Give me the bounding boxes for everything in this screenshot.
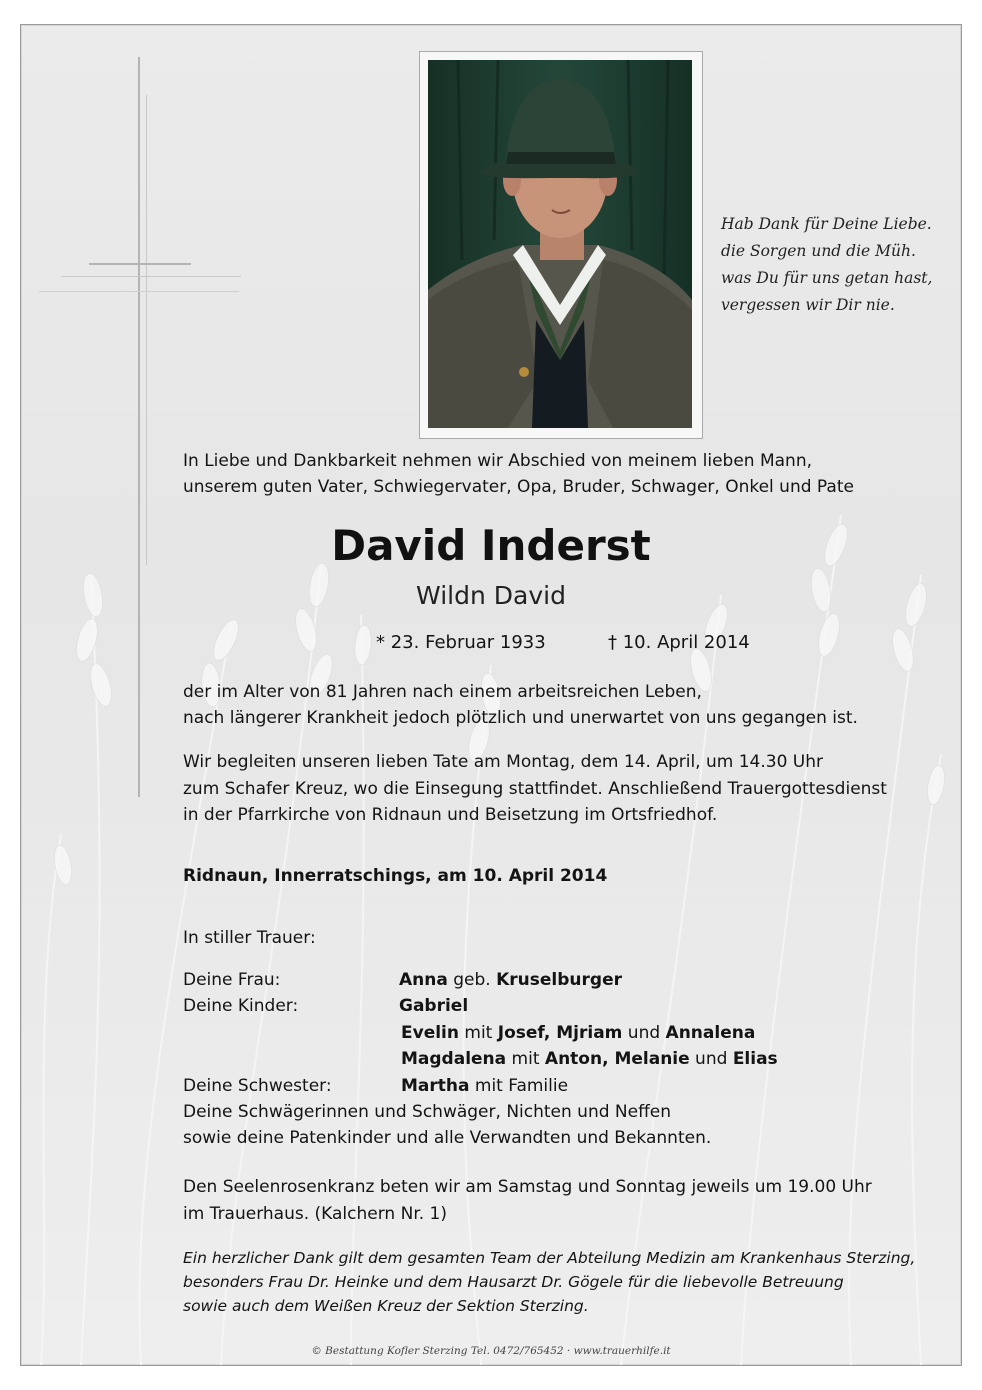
poem-line: was Du für uns getan hast, <box>721 269 933 287</box>
deceased-nickname: Wildn David <box>416 581 566 610</box>
obituary-card <box>20 24 962 1366</box>
portrait-photo <box>428 60 692 428</box>
mourner-child: Magdalena mit Anton, Melanie und Elias <box>401 1049 778 1069</box>
death-date: † 10. April 2014 <box>608 632 750 653</box>
funeral-info-line: Wir begleiten unseren lieben Tate am Montag, dem 14. April, um 14.30 Uhr <box>183 752 824 772</box>
rosary-line: Den Seelenrosenkranz beten wir am Samstag und Sonntag jeweils um 19.00 Uhr <box>183 1177 872 1197</box>
intro-line: unserem guten Vater, Schwiegervater, Opa, Bruder, Schwager, Onkel und Pate <box>183 477 854 497</box>
place-and-date: Ridnaun, Innerratschings, am 10. April 2014 <box>183 866 608 886</box>
thanks-line: besonders Frau Dr. Heinke und dem Hausarzt Dr. Gögele für die liebevolle Betreuung <box>183 1273 844 1291</box>
mourner-child: Gabriel <box>399 996 469 1016</box>
undertaker-footer: © Bestattung Kofler Sterzing Tel. 0472/765452 · www.trauerhilfe.it <box>311 1345 671 1357</box>
mourner-sister: Martha mit Familie <box>401 1076 569 1096</box>
deceased-name: David Inderst <box>331 521 651 570</box>
poem-line: vergessen wir Dir nie. <box>721 296 895 314</box>
paragraph-line: nach längerer Krankheit jedoch plötzlich und unerwartet von uns gegangen ist. <box>183 708 858 728</box>
mourner-label-wife: Deine Frau: <box>183 970 281 990</box>
cross-horizontal-line-faint <box>39 291 239 292</box>
poem-line: Hab Dank für Deine Liebe. <box>721 215 932 233</box>
mourner-child: Evelin mit Josef, Mjriam und Annalena <box>401 1023 756 1043</box>
intro-line: In Liebe und Dankbarkeit nehmen wir Abschied von meinem lieben Mann, <box>183 451 813 471</box>
poem-verse <box>721 211 951 319</box>
cross-vertical-line <box>138 57 140 797</box>
cross-horizontal-line <box>89 263 191 265</box>
poem-line: die Sorgen und die Müh. <box>721 242 916 260</box>
funeral-info-line: zum Schafer Kreuz, wo die Einsegung stattfindet. Anschließend Trauergottesdienst <box>183 779 887 799</box>
thanks-line: sowie auch dem Weißen Kreuz der Sektion Sterzing. <box>183 1297 589 1315</box>
rosary-line: im Trauerhaus. (Kalchern Nr. 1) <box>183 1204 448 1224</box>
mourner-extra-line: Deine Schwägerinnen und Schwäger, Nichten und Neffen <box>183 1102 672 1122</box>
cross-horizontal-line-thin <box>61 276 241 277</box>
funeral-info-line: in der Pfarrkirche von Ridnaun und Beisetzung im Ortsfriedhof. <box>183 805 718 825</box>
birth-date: * 23. Februar 1933 <box>376 632 546 653</box>
cross-vertical-line-thin <box>146 95 147 565</box>
mourner-wife: Anna geb. Kruselburger <box>399 970 622 990</box>
mourner-extra-line: sowie deine Patenkinder und alle Verwandten und Bekannten. <box>183 1128 712 1148</box>
paragraph-line: der im Alter von 81 Jahren nach einem arbeitsreichen Leben, <box>183 682 702 702</box>
portrait-frame <box>419 51 703 439</box>
thanks-line: Ein herzlicher Dank gilt dem gesamten Team der Abteilung Medizin am Krankenhaus Sterzing, <box>183 1249 916 1267</box>
mourner-label-children: Deine Kinder: <box>183 996 299 1016</box>
mourner-label-sister: Deine Schwester: <box>183 1076 332 1096</box>
mourning-intro: In stiller Trauer: <box>183 928 316 948</box>
